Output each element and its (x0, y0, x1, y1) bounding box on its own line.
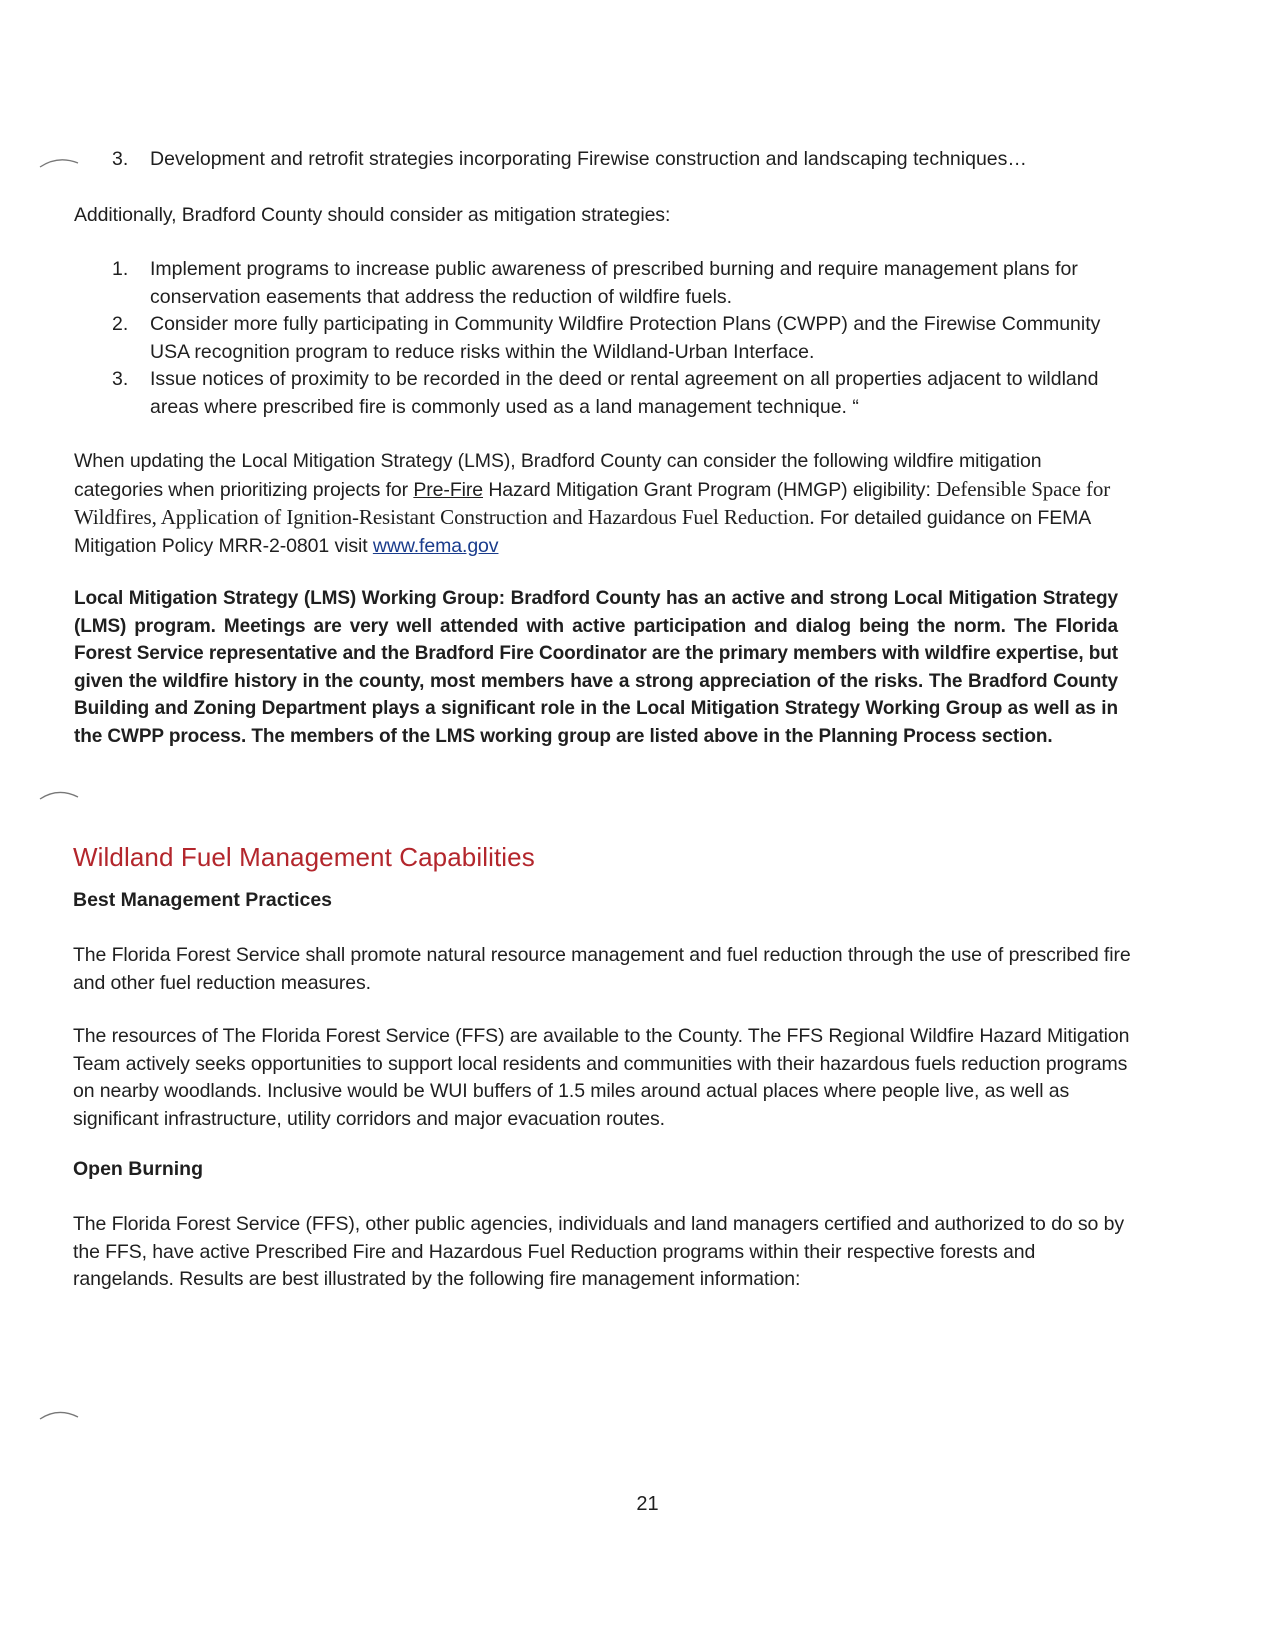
strategy-text: Issue notices of proximity to be recorded in the deed or rental agreement on all properties adjacent to wildland areas where prescribed fire is commonly used as a land management technique. “ (150, 368, 1099, 418)
lms-text: Hazard Mitigation Grant Program (HMGP) eligibility: (483, 478, 937, 501)
strategy-number: 1. (112, 258, 129, 280)
strategy-item (112, 256, 1142, 311)
section-heading: Wildland Fuel Management Capabilities (73, 842, 535, 872)
best-practices-paragraph: The Florida Forest Service shall promote natural resource management and fuel reduction through the use of prescribed fire and other fuel reduction measures. (73, 944, 1131, 994)
strategy-number: 2. (112, 313, 129, 335)
intro-line: Additionally, Bradford County should consider as mitigation strategies: (74, 204, 671, 226)
strategy-item (112, 311, 1142, 366)
open-burning-heading: Open Burning (73, 1158, 203, 1180)
punch-hole-mark (38, 155, 80, 169)
pre-fire-term: Pre-Fire (413, 478, 483, 501)
punch-hole-mark (38, 1407, 80, 1421)
open-burning-paragraph: The Florida Forest Service (FFS), other public agencies, individuals and land managers certified and authorized to do so by the FFS, have active Prescribed Fire and Hazardous Fuel Reduction programs within their respective forests and rangelands. Results are best illustrated by the following fire management information: (73, 1213, 1125, 1290)
lms-paragraph (74, 448, 1134, 560)
best-practices-heading: Best Management Practices (73, 889, 333, 911)
lms-text: For detailed guidance on FEMA Mitigation Policy MRR-2-0801 visit (74, 507, 1091, 557)
strategy-text: Implement programs to increase public awareness of prescribed burning and require management plans for conservation easements that address the reduction of wildfire fuels. (150, 258, 1078, 308)
strategy-item (112, 366, 1142, 421)
punch-hole-mark (38, 787, 80, 801)
strategy-text: Consider more fully participating in Community Wildfire Protection Plans (CWPP) and the Firewise Community USA recognition program to reduce risks within the Wildland-Urban Interface. (150, 313, 1101, 363)
ffs-resources-paragraph: The resources of The Florida Forest Service (FFS) are available to the County. The FFS Regional Wildfire Hazard Mitigation Team actively seeks opportunities to support local residents and communities with their hazardous fuels reduction programs on nearby woodlands. Inclusive would be WUI buffers of 1.5 miles around actual places where people live, as well as significant infrastructure, utility corridors and major evacuation routes. (73, 1025, 1130, 1130)
mitigation-categories: Defensible Space for Wildfires, Application of Ignition-Resistant Construction and Hazardous Fuel Reduction. (74, 476, 1111, 529)
strategy-number: 3. (112, 368, 129, 390)
list-item-number: 3. (112, 148, 129, 170)
fema-link[interactable]: www.fema.gov (372, 534, 499, 557)
lms-text: When updating the Local Mitigation Strategy (LMS), Bradford County can consider the following wildfire mitigation categories when prioritizing projects for (74, 450, 1042, 501)
list-item-text: Development and retrofit strategies incorporating Firewise construction and landscaping techniques… (150, 148, 1027, 170)
list-item (112, 146, 1142, 174)
page-number: 21 (636, 1493, 659, 1515)
working-group-paragraph: Local Mitigation Strategy (LMS) Working Group: Bradford County has an active and strong Local Mitigation Strategy (LMS) program. Meetings are very well attended with active participation and dialog being the norm. The Florida Forest Service representative and the Bradford Fire Coordinator are the primary members with wildfire expertise, but given the wildfire history in the county, most members have a strong appreciation of the risks. The Bradford County Building and Zoning Department plays a significant role in the Local Mitigation Strategy Working Group as well as in the CWPP process. The members of the LMS working group are listed above in the Planning Process section. (74, 588, 1118, 747)
